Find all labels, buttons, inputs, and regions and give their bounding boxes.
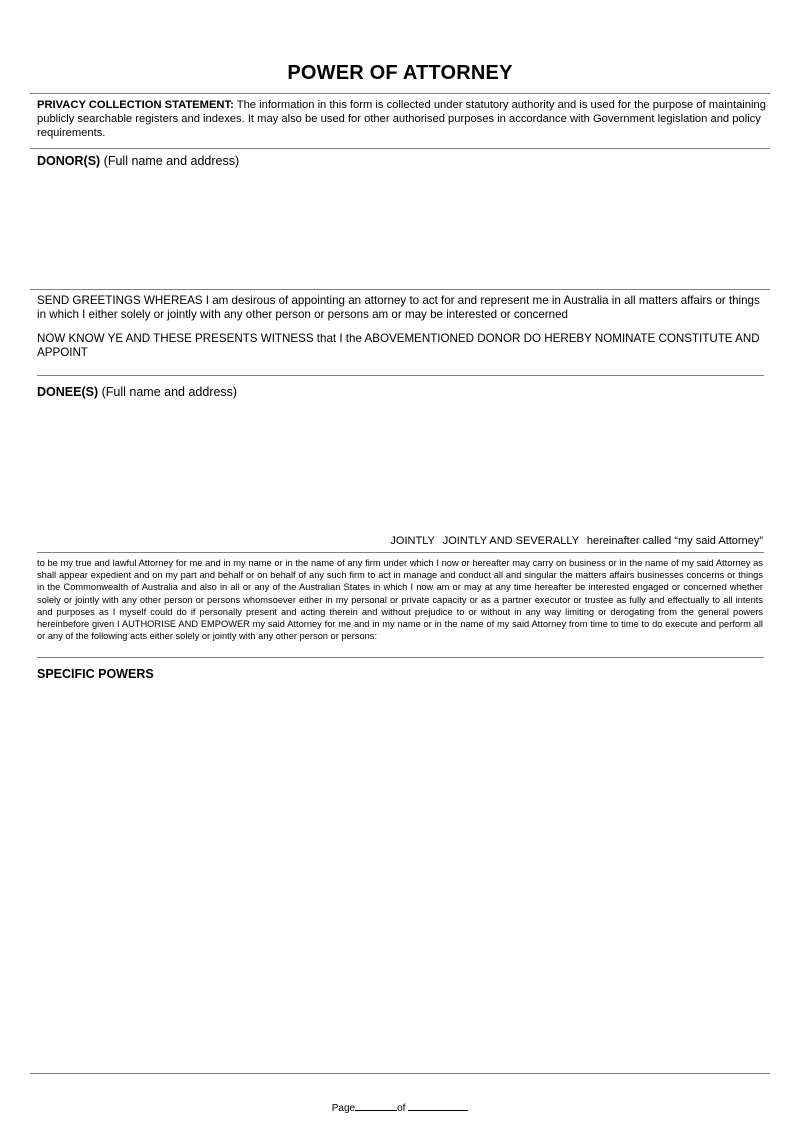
divider <box>37 375 764 376</box>
page-number-field[interactable] <box>355 1101 397 1111</box>
greetings-text: SEND GREETINGS WHEREAS I am desirous of appointing an attorney to act for and represent me in Australia in all matters affairs or things in which I either solely or jointly with any other person or persons am or may be interested or concerned <box>37 294 760 321</box>
authority-body-text: to be my true and lawful Attorney for me and in my name or in the name of any firm under which I now or hereafter may carry on business or in the name of my said Attorney as shall appear expedient and on my part and behalf or on behalf of any such firm to act in manage and conduct all and singular the matters affairs businesses concerns or things in the Commonwealth of Australia and also in all or any of the Australian States in which I now am or may at any time hereafter be interested engaged or concerned whether solely or jointly with any other person or persons whomsoever either in my personal or private capacity or as a partner executor or trustee as fully and effectually to all intents and purposes as I myself could do if personally present and acting therein and without prejudice to or without in any way limiting or derogating from the general powers hereinbefore given I AUTHORISE AND EMPOWER my said Attorney for me and in my name or in the name of my said Attorney from time to time to do execute and perform all or any of the following acts either solely or jointly with any other person or persons: <box>37 558 763 642</box>
divider <box>30 93 770 94</box>
divider <box>30 289 770 290</box>
donee-label <box>37 385 237 399</box>
document-title: POWER OF ATTORNEY <box>287 62 513 84</box>
privacy-heading: PRIVACY COLLECTION STATEMENT: <box>37 99 234 111</box>
specific-powers-label <box>37 667 154 681</box>
donee-hint: (Full name and address) <box>98 385 238 399</box>
of-label: of <box>397 1103 406 1114</box>
specific-powers-field[interactable] <box>37 686 769 1066</box>
witness-text: NOW KNOW YE AND THESE PRESENTS WITNESS that I the ABOVEMENTIONED DONOR DO HEREBY NOMINATE CONSTITUTE AND APPOINT <box>37 332 760 359</box>
appointment-type <box>385 535 763 547</box>
divider <box>37 657 764 658</box>
attorney-called-text: hereinafter called “my said Attorney” <box>586 535 763 547</box>
divider <box>30 1073 770 1074</box>
page-label: Page <box>331 1103 356 1114</box>
donee-heading: DONEE(S) <box>37 385 99 399</box>
specific-powers-heading: SPECIFIC POWERS <box>37 667 154 681</box>
donor-hint: (Full name and address) <box>100 154 240 168</box>
donee-field[interactable] <box>37 403 769 528</box>
privacy-statement <box>37 98 767 140</box>
donor-heading: DONOR(S) <box>37 154 101 168</box>
donor-label <box>37 154 239 168</box>
page-total-field[interactable] <box>408 1101 468 1111</box>
jointly-severally-option[interactable]: JOINTLY AND SEVERALLY <box>442 535 579 547</box>
privacy-text: The information in this form is collected under statutory authority and is used for the purpose of maintaining publicly searchable registers and indexes. It may also be used for other authorised purposes in accordance with Government legislation and policy requirements. <box>37 99 766 139</box>
divider <box>30 148 770 149</box>
jointly-option[interactable]: JOINTLY <box>390 535 435 547</box>
donor-field[interactable] <box>37 172 769 284</box>
divider <box>37 552 764 553</box>
page-footer <box>0 1101 800 1114</box>
